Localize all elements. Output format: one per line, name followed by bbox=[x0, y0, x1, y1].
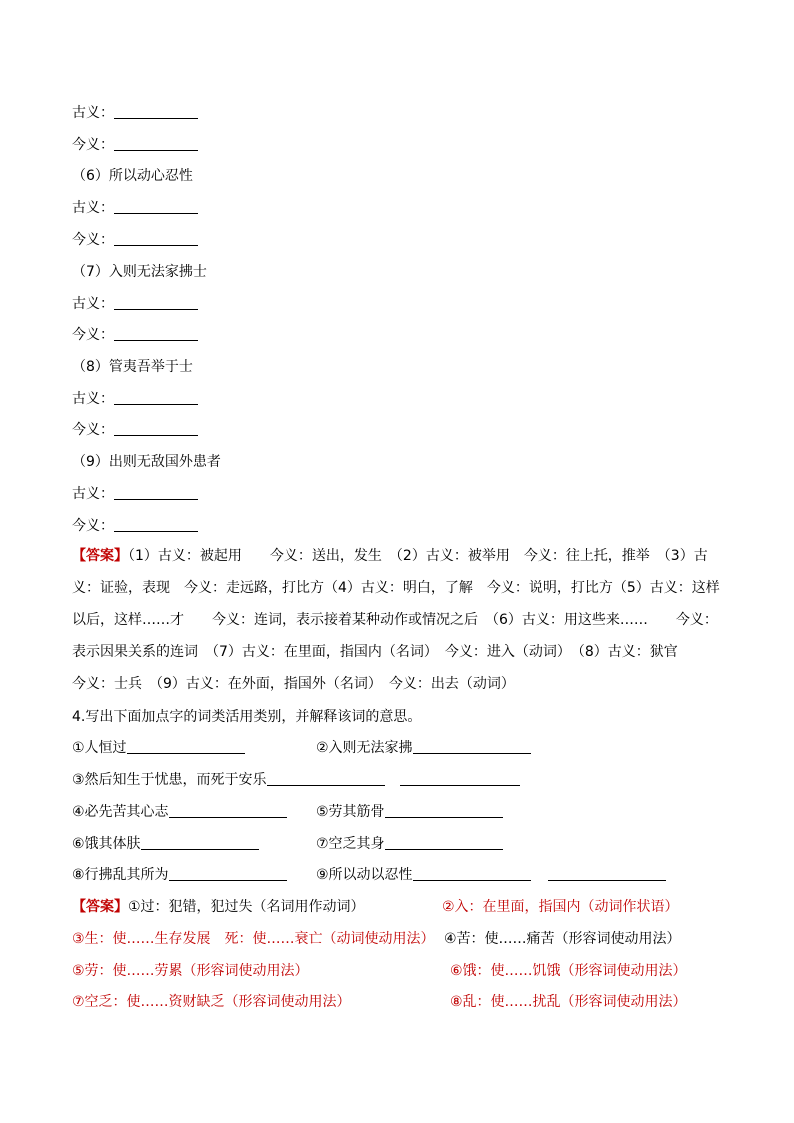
answer-2-item-4: ④苦：使……痛苦（形容词使动用法） bbox=[444, 931, 681, 947]
jin-yi-label-9: 今义： bbox=[72, 517, 198, 535]
jin-yi-label-1: 今义： bbox=[72, 136, 198, 154]
gu-yi-label-7: 古义： bbox=[72, 295, 198, 313]
gu-yi-label-1: 古义： bbox=[72, 104, 198, 122]
answer-line: （1）古义：被起用 今义：送出，发生 （2）古义：被举用 今义：往上托，推举 （3）古 bbox=[128, 548, 708, 564]
answer-tag: 【答案】 bbox=[72, 548, 128, 564]
question-item-5: ⑤劳其筋骨 bbox=[316, 803, 503, 821]
answer-blank[interactable] bbox=[141, 835, 259, 850]
jin-yi-label-6: 今义： bbox=[72, 231, 198, 249]
answer-2-item-3: ③生：使……生存发展 死：使……衰亡（动词使动用法） bbox=[72, 931, 435, 947]
answer-line: 表示因果关系的连词 （7）古义：在里面，指国内（名词） 今义：进入（动词） （8）古义：狱官 bbox=[72, 644, 678, 660]
answer-blank[interactable] bbox=[169, 803, 287, 818]
answer-block-1 bbox=[72, 540, 724, 700]
gu-yi-label-6: 古义： bbox=[72, 199, 198, 217]
answer-blank[interactable] bbox=[114, 136, 198, 151]
gu-yi-label-8: 古义： bbox=[72, 390, 198, 408]
question-item-3: ③然后知生于忧患，而死于安乐 bbox=[72, 771, 385, 789]
answer-2-item-7: ⑦空乏：使……资财缺乏（形容词使动用法） bbox=[72, 994, 351, 1010]
answer-2-item-2: ②入：在里面，指国内（动词作状语） bbox=[442, 899, 679, 915]
answer-blank[interactable] bbox=[267, 771, 385, 786]
question-item-3-blank-2 bbox=[400, 771, 520, 789]
item-heading-8: （8）管夷吾举于士 bbox=[72, 359, 193, 375]
gu-yi-label-9: 古义： bbox=[72, 485, 198, 503]
question-item-4: ④必先苦其心志 bbox=[72, 803, 287, 821]
question-item-9: ⑨所以动以忍性 bbox=[316, 866, 531, 884]
question-4-title: 4.写出下面加点字的词类活用类别，并解释该词的意思。 bbox=[72, 709, 422, 725]
answer-blank[interactable] bbox=[385, 835, 503, 850]
answer-line: 今义：士兵 （9）古义：在外面，指国外（名词） 今义：出去（动词） bbox=[72, 676, 515, 692]
answer-blank[interactable] bbox=[114, 326, 198, 341]
question-item-6: ⑥饿其体肤 bbox=[72, 835, 259, 853]
answer-blank[interactable] bbox=[114, 199, 198, 214]
answer-blank[interactable] bbox=[114, 517, 198, 532]
question-item-7: ⑦空乏其身 bbox=[316, 835, 503, 853]
answer-blank[interactable] bbox=[169, 866, 287, 881]
answer-blank[interactable] bbox=[114, 485, 198, 500]
answer-blank[interactable] bbox=[127, 739, 245, 754]
answer-blank[interactable] bbox=[114, 390, 198, 405]
answer-blank[interactable] bbox=[385, 803, 503, 818]
item-heading-9: （9）出则无敌国外患者 bbox=[72, 454, 221, 470]
answer-2-line-1: 【答案】①过：犯错，犯过失（名词用作动词） bbox=[72, 899, 365, 915]
answer-2-item-5: ⑤劳：使……劳累（形容词使动用法） bbox=[72, 963, 309, 979]
jin-yi-label-7: 今义： bbox=[72, 326, 198, 344]
item-heading-6: （6）所以动心忍性 bbox=[72, 168, 193, 184]
answer-2-item-8: ⑧乱：使……扰乱（形容词使动用法） bbox=[450, 994, 687, 1010]
answer-blank[interactable] bbox=[413, 739, 531, 754]
question-item-9-blank-2 bbox=[548, 866, 666, 884]
answer-tag: 【答案】 bbox=[72, 899, 128, 915]
answer-blank[interactable] bbox=[548, 866, 666, 881]
answer-blank[interactable] bbox=[413, 866, 531, 881]
jin-yi-label-8: 今义： bbox=[72, 421, 198, 439]
answer-blank[interactable] bbox=[114, 231, 198, 246]
answer-blank[interactable] bbox=[114, 421, 198, 436]
question-item-1: ①人恒过 bbox=[72, 739, 245, 757]
answer-blank[interactable] bbox=[114, 104, 198, 119]
answer-blank[interactable] bbox=[400, 771, 520, 786]
question-item-8: ⑧行拂乱其所为 bbox=[72, 866, 287, 884]
answer-2-item-6: ⑥饿：使……饥饿（形容词使动用法） bbox=[450, 963, 687, 979]
question-item-2: ②入则无法家拂 bbox=[316, 739, 531, 757]
answer-line: 以后，这样……才 今义：连词，表示接着某种动作或情况之后 （6）古义：用这些来…… 今义： bbox=[72, 612, 718, 628]
answer-line: 义：证验，表现 今义：走远路，打比方（4）古义：明白，了解 今义：说明，打比方（5）古义：这样 bbox=[72, 580, 720, 596]
answer-blank[interactable] bbox=[114, 295, 198, 310]
item-heading-7: （7）入则无法家拂士 bbox=[72, 264, 207, 280]
